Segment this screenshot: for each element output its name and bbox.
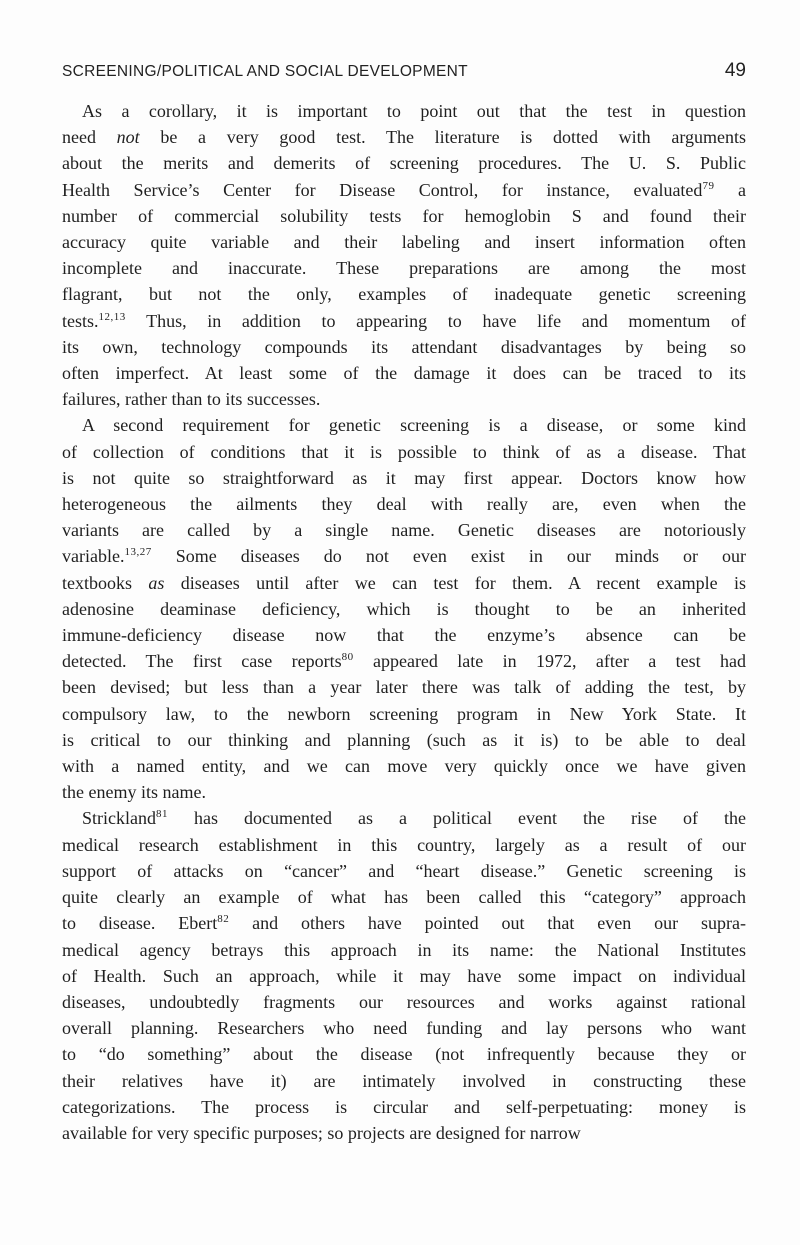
text-line: [62, 805, 746, 831]
text-run: diseases until after we can test for them. A recent example is: [164, 572, 746, 593]
citation-superscript: 82: [217, 913, 230, 926]
text-line: [62, 910, 746, 936]
text-run: adenosine deaminase deficiency, which is thought to be an inherited: [62, 598, 746, 619]
text-run: the enemy its name.: [62, 782, 206, 803]
text-line: [62, 255, 746, 281]
text-line: [62, 937, 746, 963]
text-run: overall planning. Researchers who need funding and lay persons who want: [62, 1018, 746, 1039]
text-line: [62, 779, 746, 805]
text-line: [62, 884, 746, 910]
paragraph: [62, 805, 746, 1146]
text-run: with a named entity, and we can move very quickly once we have given: [62, 756, 746, 777]
body-text: [62, 98, 746, 1146]
text-run: their relatives have it) are intimately involved in constructing these: [62, 1070, 746, 1091]
text-line: [62, 648, 746, 674]
text-line: [62, 753, 746, 779]
text-line: [62, 412, 746, 438]
text-line: [62, 858, 746, 884]
text-line: [62, 832, 746, 858]
paragraph: [62, 412, 746, 805]
text-line: [62, 570, 746, 596]
paragraph: [62, 98, 746, 412]
text-line: [62, 543, 746, 569]
text-run: number of commercial solubility tests for hemoglobin S and found their: [62, 205, 746, 226]
text-run: As a corollary, it is important to point out that the test in question: [82, 101, 746, 121]
text-run: is not quite so straightforward as it may first appear. Doctors know how: [62, 467, 746, 488]
text-run: textbooks: [62, 572, 149, 593]
text-run: accuracy quite variable and their labeling and insert information often: [62, 232, 746, 253]
text-run: need: [62, 127, 117, 148]
text-run: medical research establishment in this country, largely as a result of our: [62, 834, 746, 855]
citation-superscript: 12,13: [98, 310, 126, 323]
text-run: has documented as a political event the rise of the: [168, 808, 746, 829]
text-run: medical agency betrays this approach in its name: the National Institutes: [62, 939, 746, 960]
text-run: been devised; but less than a year later there was talk of adding the test, by: [62, 677, 746, 698]
text-run: flagrant, but not the only, examples of inadequate genetic screening: [62, 284, 746, 305]
text-run: of Health. Such an approach, while it may have some impact on individual: [62, 965, 746, 986]
text-run: variable.: [62, 546, 125, 567]
text-run: Health Service’s Center for Disease Control, for instance, evaluated: [62, 179, 703, 200]
text-line: [62, 622, 746, 648]
text-run: to “do something” about the disease (not infrequently because they or: [62, 1044, 746, 1065]
citation-superscript: 79: [702, 179, 715, 192]
text-run: categorizations. The process is circular and self-perpetuating: money is: [62, 1096, 746, 1117]
text-run: variants are called by a single name. Genetic diseases are notoriously: [62, 520, 746, 541]
text-line: [62, 674, 746, 700]
italic-word: not: [116, 127, 140, 148]
text-line: [62, 517, 746, 543]
text-run: A second requirement for genetic screening is a disease, or some kind: [82, 415, 746, 436]
text-line: [62, 465, 746, 491]
text-line: [62, 1015, 746, 1041]
text-line: [62, 491, 746, 517]
text-run: compulsory law, to the newborn screening program in New York State. It: [62, 703, 746, 724]
text-run: is critical to our thinking and planning (such as it is) to be able to deal: [62, 729, 746, 750]
text-line: [62, 386, 746, 412]
page-header: [62, 60, 746, 82]
text-run: tests.: [62, 310, 99, 331]
text-line: [62, 701, 746, 727]
text-run: quite clearly an example of what has been called this “category” approach: [62, 887, 746, 908]
text-line: [62, 281, 746, 307]
citation-superscript: 13,27: [124, 546, 152, 559]
text-run: detected. The first case reports: [62, 651, 342, 672]
text-run: Some diseases do not even exist in our minds or our: [151, 546, 746, 567]
text-run: diseases, undoubtedly fragments our resources and works against rational: [62, 991, 746, 1012]
text-run: and others have pointed out that even our supra-: [229, 913, 746, 934]
text-run: incomplete and inaccurate. These preparations are among the most: [62, 258, 746, 279]
text-line: [62, 1120, 746, 1146]
text-line: [62, 308, 746, 334]
text-line: [62, 596, 746, 622]
text-run: a: [714, 179, 747, 200]
text-line: [62, 989, 746, 1015]
text-run: to disease. Ebert: [62, 913, 218, 934]
text-run: support of attacks on “cancer” and “heart disease.” Genetic screening is: [62, 860, 746, 881]
text-line: [62, 334, 746, 360]
italic-word: as: [148, 572, 165, 593]
text-run: immune-deficiency disease now that the enzyme’s absence can be: [62, 625, 746, 646]
citation-superscript: 81: [156, 808, 168, 821]
text-line: [62, 360, 746, 386]
text-run: Thus, in addition to appearing to have life and momentum of: [125, 310, 746, 331]
text-line: [62, 727, 746, 753]
text-run: appeared late in 1972, after a test had: [353, 651, 746, 672]
text-line: [62, 963, 746, 989]
text-line: [62, 124, 746, 150]
text-run: available for very specific purposes; so projects are designed for narrow: [62, 1122, 581, 1143]
text-line: [62, 150, 746, 176]
text-line: [62, 1041, 746, 1067]
text-run: failures, rather than to its successes.: [62, 389, 321, 410]
running-head: SCREENING/POLITICAL AND SOCIAL DEVELOPMENT: [62, 63, 468, 80]
text-run: be a very good test. The literature is dotted with arguments: [139, 127, 746, 148]
text-line: [62, 1068, 746, 1094]
text-line: [62, 439, 746, 465]
text-line: [62, 1094, 746, 1120]
text-run: about the merits and demerits of screening procedures. The U. S. Public: [62, 153, 746, 174]
text-line: [62, 229, 746, 255]
citation-superscript: 80: [341, 651, 354, 664]
text-run: Strickland: [82, 808, 156, 829]
page-number: 49: [724, 60, 746, 81]
text-run: often imperfect. At least some of the damage it does can be traced to its: [62, 363, 746, 384]
text-run: heterogeneous the ailments they deal with really are, even when the: [62, 494, 746, 515]
text-line: [62, 98, 746, 124]
text-run: its own, technology compounds its attendant disadvantages by being so: [62, 336, 746, 357]
text-run: of collection of conditions that it is possible to think of as a disease. That: [62, 441, 746, 462]
text-line: [62, 203, 746, 229]
text-line: [62, 177, 746, 203]
